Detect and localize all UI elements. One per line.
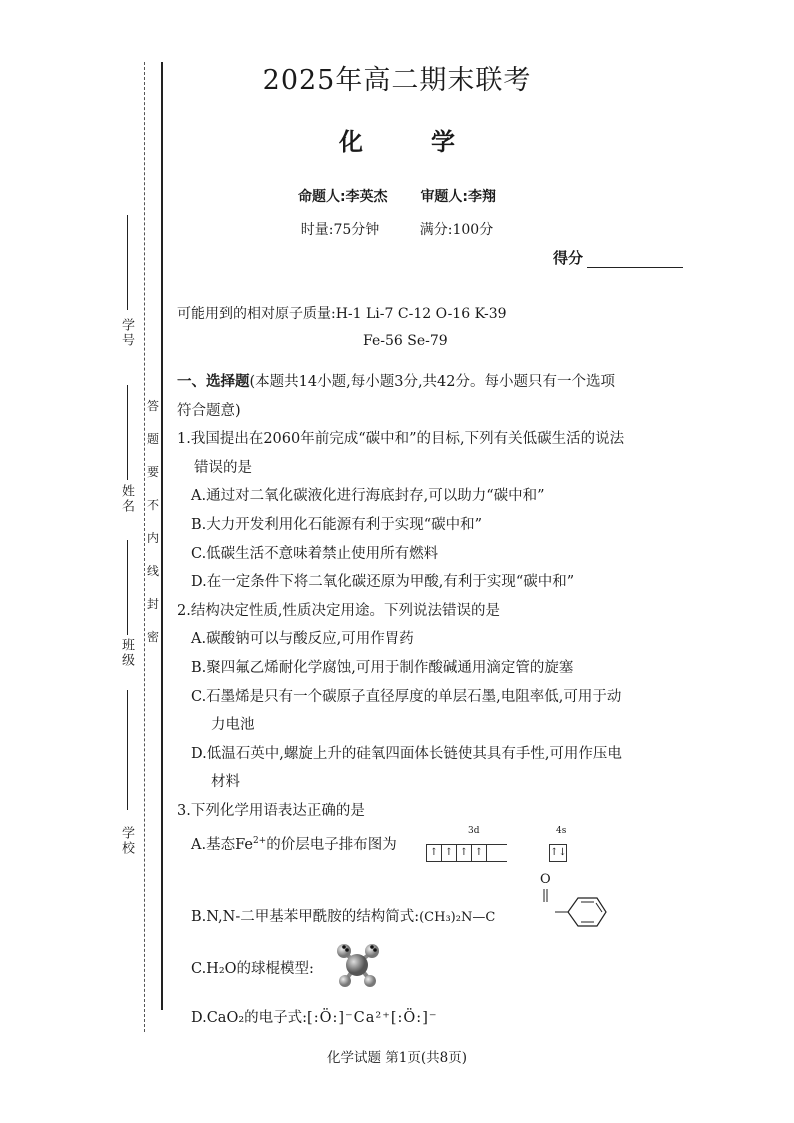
name-blank xyxy=(127,385,128,480)
q3-option-b: B.N,N-二甲基苯甲酰胺的结构简式:(CH₃)₂N—C xyxy=(191,909,496,925)
q3-option-d: D.CaO₂的电子式:[:Ö:]⁻Ca²⁺[:Ö:]⁻ xyxy=(191,1010,438,1026)
authors xyxy=(0,186,794,206)
school-blank xyxy=(127,690,128,810)
q2-option-a: A.碳酸钠可以与酸反应,可用作胃药 xyxy=(191,631,414,648)
class-label: 班级 xyxy=(119,638,134,668)
time-limit: 时量:75分钟 xyxy=(300,222,380,238)
q1-option-b: B.大力开发利用化石能源有利于实现“碳中和” xyxy=(191,516,483,533)
q1-option-c: C.低碳生活不意味着禁止使用所有燃料 xyxy=(191,545,439,562)
carbonyl-oxygen: O xyxy=(540,872,551,887)
atomic-mass: 可能用到的相对原子质量:H-1 Li-7 C-12 O-16 K-39 Fe-56 Se-79 xyxy=(177,306,507,349)
student-no-label: 学号 xyxy=(119,318,134,348)
orbital-4s-box: ↑↓ xyxy=(550,842,567,862)
q2-option-b: B.聚四氟乙烯耐化学腐蚀,可用于制作酸碱通用滴定管的旋塞 xyxy=(191,659,574,676)
seal-notice: 答 题 要 不 内 线 封 密 xyxy=(146,399,159,644)
questions: 一、选择题(本题共14小题,每小题3分,共42分。每小题只有一个选项 符合题意) 1.我国提出在2060年前完成“碳中和”的目标,下列有关低碳生活的说法 错误的是 A.通过对二氧化碳液化进行海底封存,可以助力“碳中和” B.大力开发利用化石能源有利于实现“碳中和” C.低碳生活不意味着禁止使用所有燃料 D.在一定条件下将二氧化碳还原为甲酸,有利于实现“碳中和” 2.结构决定性质,性质决定用途。下列说法错误的是 A.碳酸钠可以与酸反应,可用作胃药 B.聚四氟乙烯耐化学腐蚀,可用于制作酸碱通用滴定管的旋塞 C.石墨烯是只有一个碳原子直径厚度的单层石墨,电阻率低,可用于动 力电池 D.低温石英中,螺旋上升的硅氧四面体长链使其具有手性,可用作压电 材料 3.下列化学用语表达正确的是 xyxy=(177,368,697,826)
q2-option-c: C.石墨烯是只有一个碳原子直径厚度的单层石墨,电阻率低,可用于动 xyxy=(191,688,622,705)
full-score: 满分:100分 xyxy=(419,222,494,238)
q2-stem: 2.结构决定性质,性质决定用途。下列说法错误的是 xyxy=(177,602,500,619)
school-label: 学校 xyxy=(119,826,134,856)
orbital-3d-boxes: ↑ ↑ ↑ ↑ xyxy=(427,842,507,862)
q3-option-a: A.基态$Fe^{2+}$的价层电子排布图为 xyxy=(191,836,397,853)
setter: 命题人:李英杰 xyxy=(297,189,388,205)
class-blank xyxy=(127,540,128,635)
exam-title: 2025年高二期末联考 xyxy=(262,65,532,96)
benzene-ring-icon xyxy=(535,888,615,930)
subject-title: 化 学 xyxy=(339,128,455,156)
section-heading: 一、选择题 xyxy=(177,374,250,390)
orbital-4s-label: 4s xyxy=(556,826,567,836)
score-field[interactable]: 得分 xyxy=(553,247,683,268)
q1-option-d: D.在一定条件下将二氧化碳还原为甲酸,有利于实现“碳中和” xyxy=(191,574,575,591)
name-label: 姓名 xyxy=(119,484,134,514)
q1-option-a: A.通过对二氧化碳液化进行海底封存,可以助力“碳中和” xyxy=(191,488,545,505)
exam-info xyxy=(0,219,794,239)
water-ball-stick-model-icon xyxy=(330,940,384,990)
page-footer: 化学试题 第1页(共8页) xyxy=(326,1050,467,1066)
q3-option-c: C.H₂O的球棍模型: xyxy=(191,961,314,977)
q3-stem: 3.下列化学用语表达正确的是 xyxy=(177,802,365,819)
cut-line xyxy=(144,62,145,1032)
reviewer: 审题人:李翔 xyxy=(420,189,497,205)
orbital-3d-label: 3d xyxy=(468,826,480,836)
q2-option-d: D.低温石英中,螺旋上升的硅氧四面体长链使其具有手性,可用作压电 xyxy=(191,745,622,762)
q1-stem: 1.我国提出在2060年前完成“碳中和”的目标,下列有关低碳生活的说法 xyxy=(177,431,625,448)
